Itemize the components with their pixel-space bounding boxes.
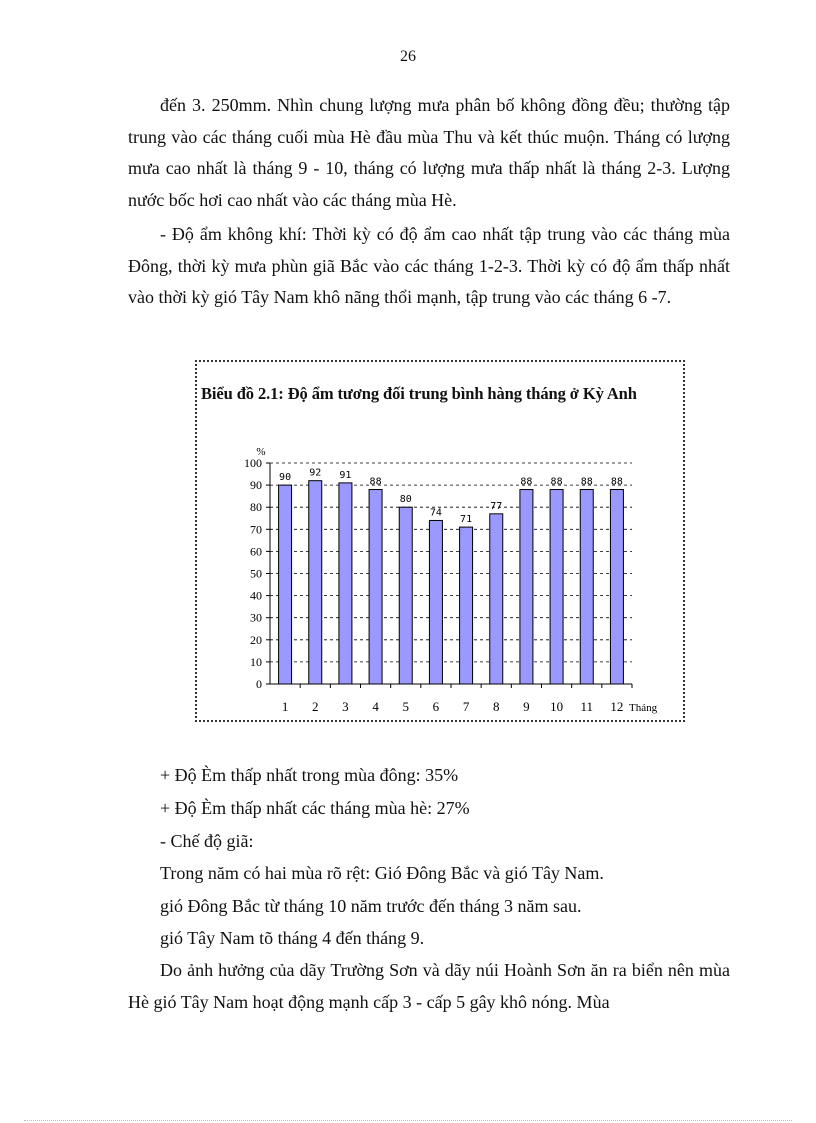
x-tick-label: 9 — [523, 699, 530, 714]
line-northeast-wind: gió Đông Bắc từ tháng 10 năm trước đến tháng 3 năm sau. — [160, 896, 582, 916]
y-tick-label: 50 — [250, 566, 262, 581]
y-axis-label: % — [256, 446, 266, 458]
x-tick-label: 2 — [312, 699, 319, 714]
x-tick-label: 4 — [372, 699, 379, 714]
y-tick-label: 10 — [250, 654, 262, 669]
bar-month-9 — [520, 490, 533, 684]
line-two-seasons: Trong năm có hai mùa rõ rệt: Gió Đông Bắc và gió Tây Nam. — [160, 863, 604, 883]
x-tick-label: 10 — [550, 699, 564, 714]
line-wind-regime: - Chế độ giã: — [160, 831, 254, 851]
y-tick-label: 100 — [244, 456, 262, 470]
paragraph-humidity: - Độ ẩm không khí: Thời kỳ có độ ẩm cao nhất tập trung vào các tháng mùa Đông, thời kỳ mưa phùn giã Bắc vào các tháng 1-2-3. Thời kỳ có độ ẩm thấp nhất vào thời kỳ gió Tây Nam khô nãng thổi mạnh, tập trung vào các tháng 6 -7. — [128, 224, 730, 307]
data-label: 71 — [460, 514, 473, 526]
x-tick-label: 8 — [493, 699, 500, 714]
bar-month-10 — [550, 490, 563, 684]
bar-month-3 — [339, 483, 352, 684]
page-number: 26 — [400, 48, 416, 65]
bar-month-1 — [279, 485, 292, 684]
paragraph-rainfall: đến 3. 250mm. Nhìn chung lượng mưa phân bố không đồng đều; thường tập trung vào các tháng cuối mùa Hè đầu mùa Thu và kết thúc muộn. Tháng có lượng mưa cao nhất là tháng 9 - 10, tháng có lượng mưa thấp nhất là tháng 2-3. Lượng nước bốc hơi cao nhất vào các tháng mùa Hè. — [128, 95, 730, 210]
bar-month-12 — [610, 490, 623, 684]
bar-month-11 — [580, 490, 593, 684]
x-tick-label: 7 — [462, 699, 470, 714]
x-tick-label: 6 — [432, 699, 440, 714]
humidity-bar-chart — [197, 362, 683, 720]
chart-frame — [195, 360, 685, 722]
x-tick-label: 1 — [281, 699, 289, 714]
x-tick-label: 11 — [580, 699, 594, 714]
y-tick-label: 70 — [250, 522, 262, 537]
x-axis-label: Tháng — [629, 702, 658, 714]
bar-month-4 — [369, 490, 382, 684]
data-label: 88 — [369, 476, 382, 488]
data-label: 88 — [550, 476, 563, 488]
data-label: 80 — [399, 494, 412, 506]
y-tick-label: 80 — [250, 500, 262, 515]
x-tick-label: 3 — [342, 699, 349, 714]
bar-month-2 — [309, 481, 322, 684]
data-label: 74 — [429, 507, 442, 519]
data-label: 77 — [490, 500, 503, 512]
line-winter-humidity: + Độ Èm thấp nhất trong mùa đông: 35% — [160, 765, 459, 785]
bar-month-8 — [490, 514, 503, 684]
data-label: 88 — [580, 476, 593, 488]
data-label: 88 — [520, 476, 533, 488]
y-tick-label: 90 — [250, 478, 262, 493]
page-bottom-rule — [24, 1120, 792, 1121]
y-tick-label: 20 — [250, 632, 262, 647]
y-tick-label: 30 — [250, 610, 262, 625]
y-tick-label: 0 — [256, 677, 262, 691]
bar-month-7 — [460, 527, 473, 684]
paragraph-truong-son: Do ảnh hưởng của dãy Trường Sơn và dãy núi Hoành Sơn ăn ra biển nên mùa Hè gió Tây Nam hoạt động mạnh cấp 3 - cấp 5 gây khô nóng. Mùa — [128, 960, 730, 1012]
x-tick-label: 12 — [610, 699, 624, 714]
data-label: 92 — [309, 467, 322, 479]
bar-month-5 — [399, 507, 412, 684]
data-label: 91 — [339, 469, 352, 481]
line-southwest-wind: gió Tây Nam tõ tháng 4 đến tháng 9. — [160, 928, 425, 948]
data-label: 88 — [610, 476, 623, 488]
data-label: 90 — [279, 472, 292, 484]
line-summer-humidity: + Độ Èm thấp nhất các tháng mùa hè: 27% — [160, 798, 470, 818]
bar-month-6 — [429, 520, 442, 684]
x-tick-label: 5 — [402, 699, 409, 714]
y-tick-label: 60 — [250, 544, 262, 559]
chart-title: Biểu đồ 2.1: Độ ẩm tương đối trung bình hàng tháng ở Kỳ Anh — [201, 384, 637, 403]
y-tick-label: 40 — [250, 588, 262, 603]
